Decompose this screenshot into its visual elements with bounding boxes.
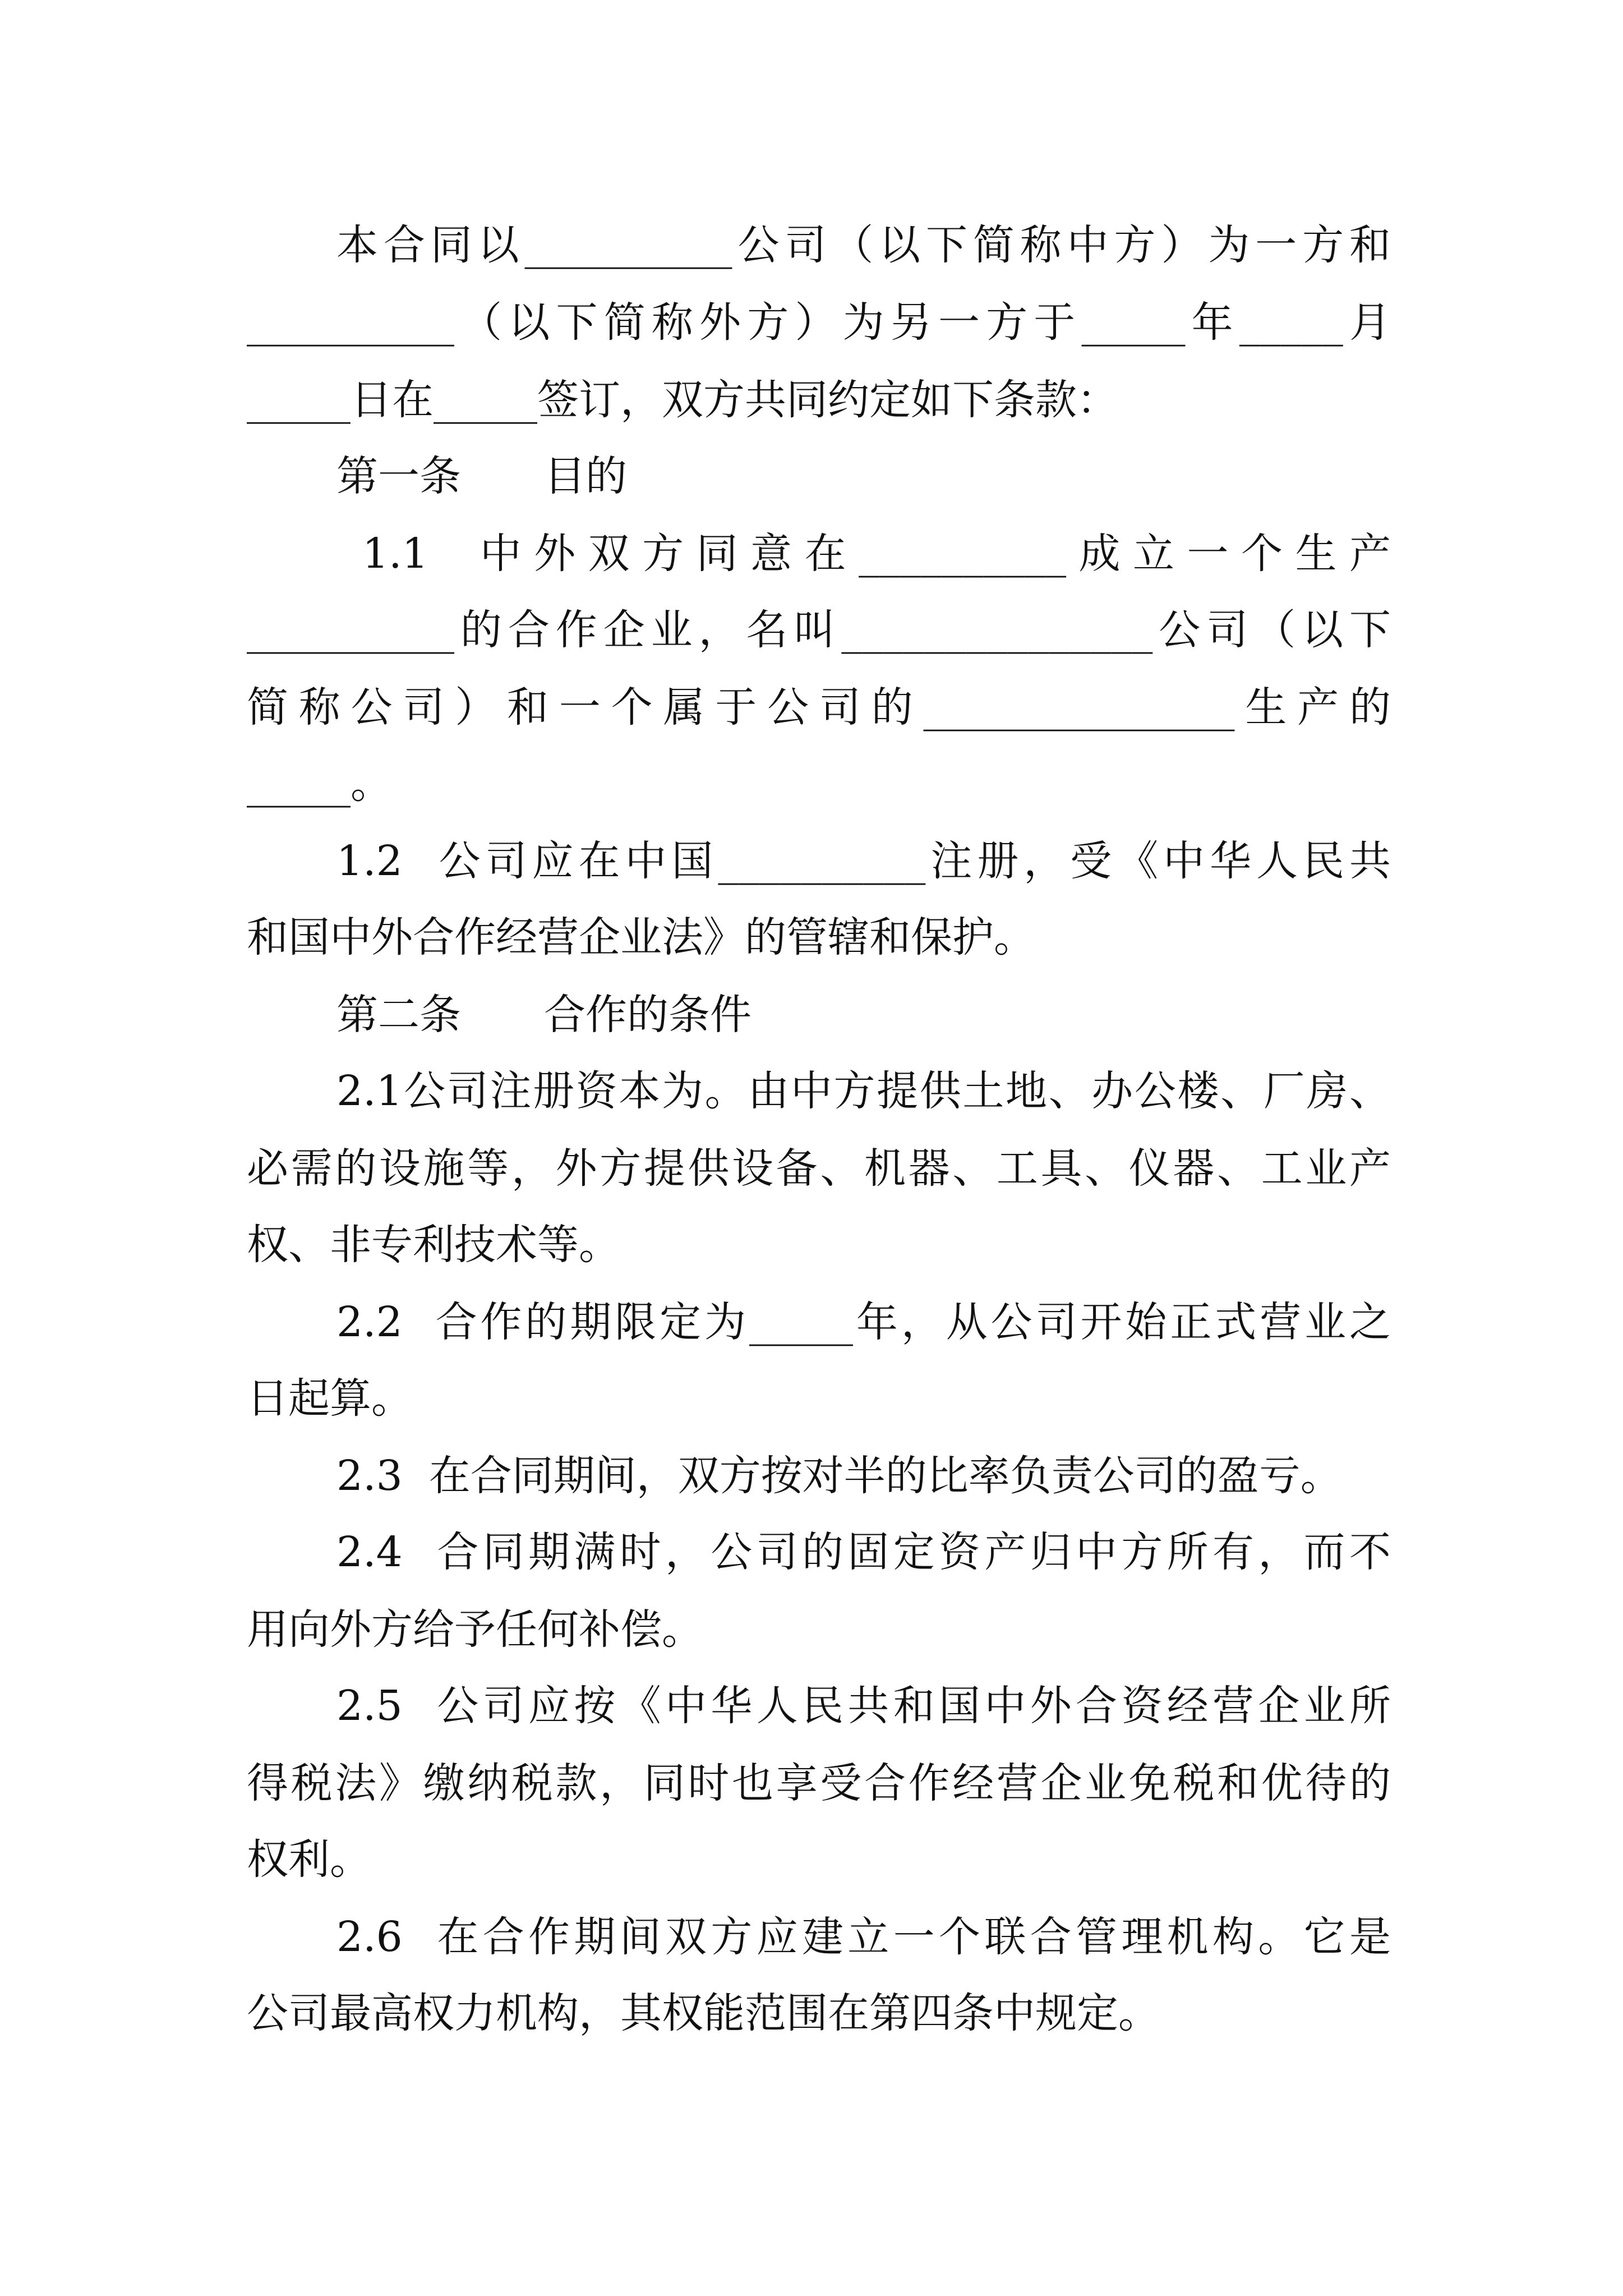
article-1-heading: 第一条 目的 xyxy=(336,452,627,500)
clause-1-1-line-3: 简称公司）和一个属于公司的_______________生产的 xyxy=(247,683,1391,731)
clause-1-1-line-1: 1.1 中外双方同意在__________成立一个生产 xyxy=(336,530,1391,578)
clause-2-5-line-2: 得税法》缴纳税款，同时也享受合作经营企业免税和优待的 xyxy=(247,1759,1391,1807)
clause-1-1-line-2: __________的合作企业，名叫_______________公司（以下 xyxy=(247,606,1391,654)
clause-2-3-line-1: 2.3 在合同期间，双方按对半的比率负责公司的盈亏。 xyxy=(336,1452,1342,1500)
intro-line-2: __________（以下简称外方）为另一方于_____年_____月 xyxy=(247,298,1391,347)
intro-line-3: _____日在_____签订，双方共同约定如下条款： xyxy=(247,376,1118,424)
clause-2-5-line-1: 2.5 公司应按《中华人民共和国中外合资经营企业所 xyxy=(336,1682,1391,1730)
clause-1-2-line-2: 和国中外合作经营企业法》的管辖和保护。 xyxy=(247,913,1035,961)
clause-2-2-line-1: 2.2 合作的期限定为_____年，从公司开始正式营业之 xyxy=(336,1298,1391,1346)
clause-1-1-line-4: _____。 xyxy=(247,760,392,808)
clause-2-1-line-2: 必需的设施等，外方提供设备、机器、工具、仪器、工业产 xyxy=(247,1144,1391,1193)
clause-2-1-line-1: 2.1公司注册资本为。由中方提供土地、办公楼、厂房、 xyxy=(336,1067,1391,1115)
clause-2-6-line-1: 2.6 在合作期间双方应建立一个联合管理机构。它是 xyxy=(336,1913,1391,1961)
clause-2-5-line-3: 权利。 xyxy=(247,1835,371,1884)
intro-line-1: 本合同以__________公司（以下简称中方）为一方和 xyxy=(336,221,1391,269)
clause-2-4-line-2: 用向外方给予任何补偿。 xyxy=(247,1605,703,1654)
clause-2-1-line-3: 权、非专利技术等。 xyxy=(247,1221,620,1269)
clause-2-2-line-2: 日起算。 xyxy=(247,1374,413,1423)
article-2-heading: 第二条 合作的条件 xyxy=(336,991,751,1039)
clause-1-2-line-1: 1.2 公司应在中国__________注册，受《中华人民共 xyxy=(336,837,1391,885)
clause-2-6-line-2: 公司最高权力机构，其权能范围在第四条中规定。 xyxy=(247,1989,1160,2037)
clause-2-4-line-1: 2.4 合同期满时，公司的固定资产归中方所有，而不 xyxy=(336,1528,1391,1576)
